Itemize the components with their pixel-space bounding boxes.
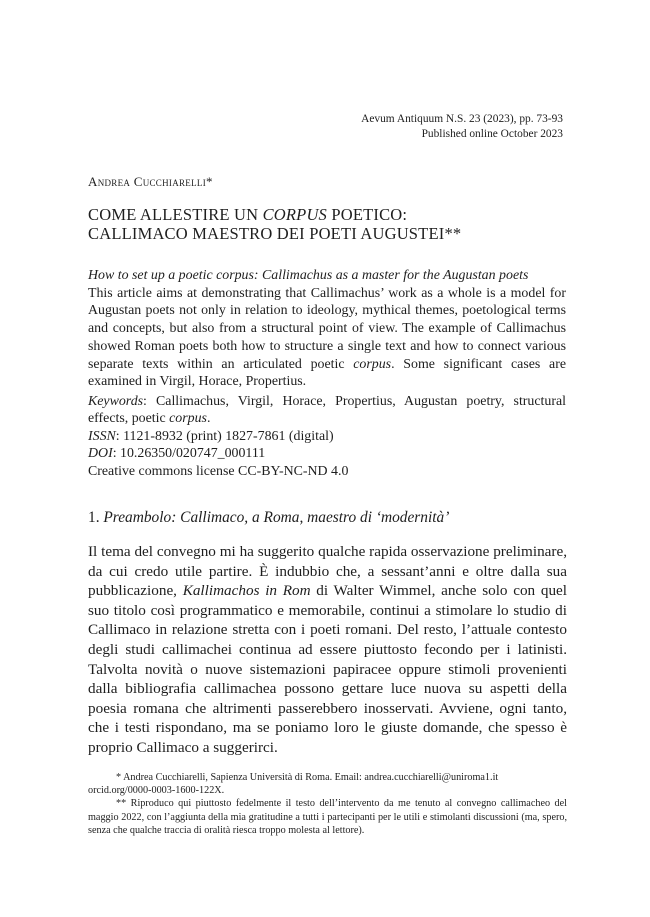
keywords-label: Keywords — [88, 394, 144, 409]
keywords-italic-word: corpus — [169, 411, 207, 427]
keywords-end: . — [206, 411, 211, 427]
title-line-1 — [88, 205, 568, 224]
section-number: 1. — [88, 509, 104, 526]
title-line-1-start: COME ALLESTIRE UN — [88, 205, 263, 224]
abstract-english-title — [88, 267, 566, 285]
abstract-text-part-1: This article aims at demonstrating that Callimachus’ work as a whole is a model for Augustan poets not only in relation to ideology, mythical themes, poetological terms and concepts, but also from a structural point of view. The example of Callimachus showed Roman poets both how to structure a single text and how to connect various separate texts within an articulated poetic — [88, 285, 566, 372]
cited-book-title: Kallimachos in Rom — [182, 582, 311, 600]
journal-header — [361, 112, 563, 142]
title-line-2: CALLIMACO MAESTRO DEI POETI AUGUSTEI** — [88, 224, 462, 243]
section-heading — [88, 509, 449, 527]
section-title: Preambolo: Callimaco, a Roma, maestro di ‘modernità’ — [103, 509, 450, 526]
abstract-italic-word: corpus — [353, 356, 392, 372]
abstract-text-part-2: . Some significant cases are examined in Virgil, Horace, Propertius. — [88, 356, 567, 390]
doi-value: : 10.26350/020747_000111 — [112, 446, 266, 462]
doi-label: DOI — [88, 446, 113, 462]
footnote-2: ** Riproduco qui piuttosto fedelmente il testo dell’intervento da me tenuto al convegno callimacheo del maggio 2022, con l’aggiunta della mia gratitudine a tutti i partecipanti per le utili e stimolanti discussioni (ma, spero, senza che qualche traccia di oralità riesca troppo molesta al lettore). — [88, 798, 567, 836]
body-text-part-2: di Walter Wimmel, anche solo con quel suo titolo così programmatico e memorabile, continui a stimolare lo studio di Callimaco in relazione stretta con i poeti romani. Del resto, l’attuale contesto degli studi callimachei continua ad essere piuttosto fecondo per i latinisti. Talvolta novità o nuove sistemazioni papiracee oppure stimoli provenienti dalla bibliografia callimachea possono gettare luce nuova su aspetti della poesia romana che altrimenti passerebbero inosservati. Avviene, ogni tanto, che i testi rispondano, ma se poniamo loro le giuste domande, che spesso è proprio Callimaco a suggerirci. — [88, 582, 568, 756]
author-line — [88, 174, 213, 190]
author-name: Andrea Cucchiarelli — [88, 174, 207, 189]
body-paragraph — [88, 542, 567, 758]
abstract-text — [88, 285, 566, 391]
article-metadata — [88, 393, 566, 480]
keywords-text: : Callimachus, Virgil, Horace, Propertius, Augustan poetry, structural effects, poetic — [88, 394, 566, 427]
issn-label: ISSN — [88, 428, 116, 444]
journal-citation: Aevum Antiquum N.S. 23 (2023), pp. 73-93 — [361, 113, 563, 125]
title-italic-word: CORPUS — [262, 205, 328, 224]
abstract-title-text: How to set up a poetic corpus: Callimachus as a master for the Augustan poets — [88, 268, 529, 283]
article-title — [88, 205, 568, 243]
issn — [88, 428, 566, 445]
keywords — [88, 393, 566, 428]
abstract — [88, 267, 566, 391]
footnote-1: * Andrea Cucchiarelli, Sapienza Università di Roma. Email: andrea.cucchiarelli@uniroma1.it — [116, 772, 499, 783]
body-text-part-1: Il tema del convegno mi ha suggerito qualche rapida osservazione preliminare, da cui credo utile partire. È indubbio che, a sessant’anni e oltre dalla sua pubblicazione, — [88, 543, 567, 600]
footnotes — [88, 771, 567, 837]
title-line-1-end: POETICO: — [327, 205, 408, 224]
publication-date: Published online October 2023 — [421, 128, 563, 140]
issn-value: : 1121-8932 (print) 1827-7861 (digital) — [115, 428, 334, 444]
license: Creative commons license CC-BY-NC-ND 4.0 — [88, 463, 349, 479]
footnote-1-continued: orcid.org/0000-0003-1600-122X. — [88, 785, 225, 797]
doi — [88, 445, 566, 462]
author-footnote-mark: * — [206, 174, 213, 189]
